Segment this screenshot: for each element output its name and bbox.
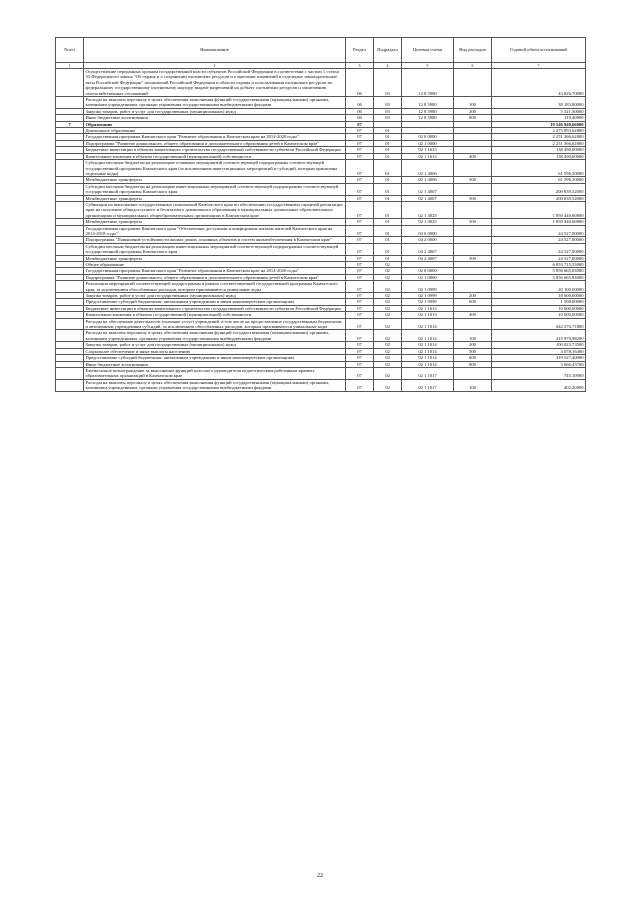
header-csr: Целевая статья — [402, 38, 454, 63]
row-subsection: 02 — [374, 355, 402, 361]
row-vr — [454, 183, 492, 195]
row-number — [56, 183, 84, 195]
row-subsection: 01 — [374, 183, 402, 195]
row-name: Расходы на выплаты персоналу в целях обеспечения выполнения функций государственными (муниципальными) органами, казенными учреждениями, органами управления государственными внебюджетными фондами — [84, 97, 346, 109]
row-name: Расходы на выплаты персоналу в целях обеспечения выполнения функций государственными (муниципальными) органами, казенными учреждениями, органами управления государственными внебюджетными фондами — [84, 379, 346, 391]
row-vr: 100 — [454, 330, 492, 342]
row-vr: 100 — [454, 379, 492, 391]
row-amount: 5 856 665,83000 — [492, 274, 586, 280]
row-amount: 24 527,00000 — [492, 243, 586, 255]
row-name: Подпрограмма "Развитие дошкольного, общего образования и дополнительного образования детей в Камчатском крае" — [84, 140, 346, 146]
table-row — [56, 330, 586, 342]
row-subsection: 02 — [374, 312, 402, 318]
row-section: 07 — [346, 330, 374, 342]
row-vr: 200 — [454, 108, 492, 114]
row-subsection: 01 — [374, 237, 402, 243]
row-amount: 61 596,50000 — [492, 177, 586, 183]
row-csr: 02 1 1017 — [402, 367, 454, 379]
row-number — [56, 367, 84, 379]
row-subsection: 02 — [374, 379, 402, 391]
row-csr: 02 0 0000 — [402, 268, 454, 274]
row-name: Расходы на обеспечение деятельности (оказание услуг) учреждений, в том числе на предоставление государственным бюджетным и автономным учреждениям субсидий, за исключением обособленных расходов, которым присваиваются уникальные коды — [84, 318, 346, 330]
row-section: 06 — [346, 108, 374, 114]
row-section: 07 — [346, 299, 374, 305]
table-body — [56, 69, 586, 392]
row-subsection: 01 — [374, 128, 402, 134]
row-section: 07 — [346, 318, 374, 330]
row-subsection: 02 — [374, 305, 402, 311]
row-name: Бюджетные инвестиции в объекты капитального строительства государственной собственности субъектов Российской Федерации — [84, 147, 346, 153]
row-section: 07 — [346, 140, 374, 146]
row-name: Межбюджетные трансферты — [84, 255, 346, 261]
row-section: 06 — [346, 69, 374, 97]
row-amount: 5 856 665,83000 — [492, 268, 586, 274]
row-csr: 12 8 5980 — [402, 97, 454, 109]
row-amount: 2 251 366,62800 — [492, 140, 586, 146]
row-subsection: 02 — [374, 342, 402, 348]
row-vr: 300 — [454, 348, 492, 354]
table-row — [56, 97, 586, 109]
row-csr: 02 1 0999 — [402, 281, 454, 293]
row-csr: 02 0 0000 — [402, 134, 454, 140]
row-subsection: 02 — [374, 318, 402, 330]
column-number: 5 — [402, 63, 454, 69]
row-name: Реализация мероприятий соответствующей подпрограммы в рамках соответствующей государственной программы Камчатского края, за исключением обособленных расходов, которым присваиваются уникальные коды — [84, 281, 346, 293]
row-amount: 100 023,73500 — [492, 342, 586, 348]
row-csr: 02 1 0999 — [402, 299, 454, 305]
row-name: Межбюджетные трансферты — [84, 195, 346, 201]
row-vr: 800 — [454, 115, 492, 121]
row-name: Закупка товаров, работ и услуг для государственных (муниципальных) нужд — [84, 342, 346, 348]
row-vr: 100 — [454, 97, 492, 109]
row-amount: 2 275 893,62800 — [492, 128, 586, 134]
row-amount: 319 527,40000 — [492, 355, 586, 361]
row-subsection: 03 — [374, 97, 402, 109]
row-amount: 6 053 715,53000 — [492, 262, 586, 268]
row-name: Образование — [84, 121, 346, 127]
row-section: 07 — [346, 348, 374, 354]
table-row — [56, 318, 586, 330]
table-row — [56, 379, 586, 391]
column-number: 2 — [84, 63, 346, 69]
row-amount: 38 183,80000 — [492, 97, 586, 109]
row-section: 07 — [346, 379, 374, 391]
row-section: 07 — [346, 153, 374, 159]
row-vr: 500 — [454, 195, 492, 201]
row-vr — [454, 69, 492, 97]
row-csr: 02 1 1014 — [402, 348, 454, 354]
row-number — [56, 97, 84, 109]
table-row — [56, 225, 586, 237]
row-vr — [454, 318, 492, 330]
row-subsection: 02 — [374, 299, 402, 305]
row-vr — [454, 367, 492, 379]
row-section: 07 — [346, 147, 374, 153]
column-number: 3 — [346, 63, 374, 69]
row-section: 07 — [346, 177, 374, 183]
row-number — [56, 318, 84, 330]
row-number — [56, 379, 84, 391]
row-subsection: 03 — [374, 115, 402, 121]
row-name: Закупка товаров, работ и услуг для государственных (муниципальных) нужд — [84, 293, 346, 299]
row-name: Субсидии местным бюджетам на реализацию инвестиционных мероприятий соответствующей подпрограммы соответствующей государственной программы Камчатского края — [84, 243, 346, 255]
row-csr: 02 1 1014 — [402, 342, 454, 348]
row-name: Предоставление субсидий бюджетным, автономным учреждениям и иным некоммерческим организациям — [84, 355, 346, 361]
row-section: 07 — [346, 219, 374, 225]
row-name: Межбюджетные трансферты — [84, 219, 346, 225]
row-amount: 138 490,00000 — [492, 147, 586, 153]
header-subsection: Подраздел — [374, 38, 402, 63]
row-csr: 12 8 5980 — [402, 69, 454, 97]
row-amount: 10 000,00000 — [492, 312, 586, 318]
row-csr: 12 8 5980 — [402, 108, 454, 114]
row-amount: 1 850 440,60800 — [492, 219, 586, 225]
row-csr: 02 1 1613 — [402, 147, 454, 153]
row-section: 07 — [346, 201, 374, 218]
row-section: 07 — [346, 128, 374, 134]
row-number — [56, 281, 84, 293]
row-subsection: 02 — [374, 262, 402, 268]
row-subsection: 03 — [374, 108, 402, 114]
row-vr: 600 — [454, 355, 492, 361]
row-name: Межбюджетные трансферты — [84, 177, 346, 183]
table-row — [56, 243, 586, 255]
table-row — [56, 201, 586, 218]
row-amount: 20 100,00000 — [492, 281, 586, 293]
row-subsection: 02 — [374, 330, 402, 342]
row-number — [56, 243, 84, 255]
row-amount: 402,20000 — [492, 379, 586, 391]
header-amount: Годовой объем ассигнований — [492, 38, 586, 63]
row-csr: 02 1 4025 — [402, 219, 454, 225]
row-vr: 400 — [454, 153, 492, 159]
row-section: 07 — [346, 134, 374, 140]
row-csr: 02 1 1014 — [402, 361, 454, 367]
row-csr: 02 1 1613 — [402, 153, 454, 159]
row-name: Социальное обеспечение и иные выплаты населению — [84, 348, 346, 354]
table-row — [56, 69, 586, 97]
row-section: 07 — [346, 237, 374, 243]
row-csr: 12 8 5980 — [402, 115, 454, 121]
row-amount: 3 666,43700 — [492, 361, 586, 367]
row-section: 06 — [346, 97, 374, 109]
row-vr: 200 — [454, 293, 492, 299]
row-name: Субвенции на выполнение государственных полномочий Камчатского края по обеспечению государственных гарантий реализации прав на получение общедоступного и бесплатного дошкольного образования в муниципальных дошкольных образовательных организациях и муниципальных общеобразовательных организациях в Камчатском крае — [84, 201, 346, 218]
row-vr: 400 — [454, 312, 492, 318]
row-section: 07 — [346, 367, 374, 379]
row-vr — [454, 160, 492, 177]
row-amount: 215 979,98200 — [492, 330, 586, 342]
row-number — [56, 330, 84, 342]
row-subsection: 01 — [374, 177, 402, 183]
row-amount: 24 527,00000 — [492, 255, 586, 261]
row-number — [56, 69, 84, 97]
row-subsection: 01 — [374, 195, 402, 201]
header-section: Раздел — [346, 38, 374, 63]
row-vr: 500 — [454, 255, 492, 261]
row-section: 07 — [346, 355, 374, 361]
row-subsection: 03 — [374, 69, 402, 97]
row-amount: 200 839,52000 — [492, 195, 586, 201]
row-amount: 18 600,00000 — [492, 293, 586, 299]
row-subsection: 02 — [374, 367, 402, 379]
row-csr: 02 1 1017 — [402, 379, 454, 391]
row-name: Общее образование — [84, 262, 346, 268]
row-subsection: 01 — [374, 219, 402, 225]
row-name: Подпрограмма "Развитие дошкольного, общего образования и дополнительного образования детей в Камчатском крае" — [84, 274, 346, 280]
row-vr — [454, 281, 492, 293]
row-subsection: 02 — [374, 361, 402, 367]
row-vr: 200 — [454, 342, 492, 348]
row-subsection: 01 — [374, 147, 402, 153]
row-subsection: 01 — [374, 201, 402, 218]
row-section: 07 — [346, 262, 374, 268]
row-subsection: 02 — [374, 281, 402, 293]
row-amount: 642 276,71800 — [492, 318, 586, 330]
row-csr: 02 1 1613 — [402, 305, 454, 311]
row-section: 07 — [346, 255, 374, 261]
table-header — [56, 38, 586, 69]
row-section: 07 — [346, 225, 374, 237]
row-section: 07 — [346, 195, 374, 201]
row-amount: 24 527,00000 — [492, 237, 586, 243]
row-section: 07 — [346, 281, 374, 293]
row-name: Осуществление переданных органам государственной власти субъектов Российской Федерации в соответствии с частью 1 статьи 33 Федерального закона "Об охране и о сохранении охотничьих ресурсов и о внесении изменений в отдельные законодательные акты Российской Федерации" полномочий Российской Федерации в области охраны и использования охотничьих ресурсов по федеральному государственному охотничьему надзору, выдаче разрешений на добычу охотничьих ресурсов и заключению охотхозяйственных соглашений — [84, 69, 346, 97]
row-vr: 600 — [454, 299, 492, 305]
row-number — [56, 160, 84, 177]
row-name: Капитальные вложения в объекты государственной (муниципальной) собственности — [84, 312, 346, 318]
row-vr — [454, 225, 492, 237]
row-name: Иные бюджетные ассигнования — [84, 115, 346, 121]
row-vr — [454, 243, 492, 255]
row-amount: 43 826,70000 — [492, 69, 586, 97]
column-number: 1 — [56, 63, 84, 69]
page-number: 22 — [317, 873, 323, 879]
row-csr: 02 1 0000 — [402, 274, 454, 280]
row-csr: 02 1 0999 — [402, 293, 454, 299]
row-csr: 02 1 4007 — [402, 183, 454, 195]
row-name: Государственная программа Камчатского края "Развитие образования в Камчатском крае на 2014-2020 годы" — [84, 268, 346, 274]
row-vr: 500 — [454, 219, 492, 225]
row-csr: 02 1 4006 — [402, 177, 454, 183]
row-name: Расходы на выплаты персоналу в целях обеспечения выполнения функций государственными (муниципальными) органами, казенными учреждениями, органами управления государственными внебюджетными фондами — [84, 330, 346, 342]
column-number: 4 — [374, 63, 402, 69]
table-row — [56, 281, 586, 293]
row-csr: 02 1 1014 — [402, 330, 454, 342]
row-section: 07 — [346, 305, 374, 311]
row-csr: 02 1 1613 — [402, 312, 454, 318]
row-section: 07 — [346, 183, 374, 195]
row-section: 07 — [346, 293, 374, 299]
row-section: 06 — [346, 115, 374, 121]
row-amount: 3 078,16400 — [492, 348, 586, 354]
row-csr: 04 2 4007 — [402, 255, 454, 261]
row-name: Государственная программа Камчатского края "Развитие образования в Камчатском крае на 2014-2020 годы" — [84, 134, 346, 140]
row-name: Предоставление субсидий бюджетным, автономным учреждениям и иным некоммерческим организациям — [84, 299, 346, 305]
row-csr: 02 1 4006 — [402, 160, 454, 177]
row-name: Иные бюджетные ассигнования — [84, 361, 346, 367]
row-section: 07 — [346, 160, 374, 177]
row-section: 07 — [346, 274, 374, 280]
row-amount: 5 521,50000 — [492, 108, 586, 114]
row-csr: 04 2 4007 — [402, 243, 454, 255]
row-name: Дошкольное образование — [84, 128, 346, 134]
row-csr: 02 1 4025 — [402, 201, 454, 218]
row-vr: 800 — [454, 361, 492, 367]
row-amount: 24 527,00000 — [492, 225, 586, 237]
row-section: 07 — [346, 312, 374, 318]
row-csr: 02 1 1014 — [402, 355, 454, 361]
row-csr: 02 1 0000 — [402, 140, 454, 146]
header-no: №п/п — [56, 38, 84, 63]
row-subsection: 02 — [374, 268, 402, 274]
row-vr — [454, 201, 492, 218]
table-row — [56, 160, 586, 177]
row-csr: 02 1 1014 — [402, 318, 454, 330]
row-amount: 61 596,50000 — [492, 160, 586, 177]
row-csr: 04 2 0000 — [402, 237, 454, 243]
row-section: 07 — [346, 342, 374, 348]
row-amount: 119,40000 — [492, 115, 586, 121]
row-subsection: 01 — [374, 140, 402, 146]
header-name: Наименование — [84, 38, 346, 63]
row-subsection: 02 — [374, 348, 402, 354]
header-vr: Вид расходов — [454, 38, 492, 63]
row-csr: 04 0 0000 — [402, 225, 454, 237]
row-amount: 1 500,00000 — [492, 299, 586, 305]
row-subsection: 01 — [374, 153, 402, 159]
row-subsection: 02 — [374, 293, 402, 299]
row-amount: 1 850 440,60800 — [492, 201, 586, 218]
row-number — [56, 225, 84, 237]
row-number: 7 — [56, 121, 84, 127]
row-section: 07 — [346, 121, 374, 127]
column-number: 6 — [454, 63, 492, 69]
row-name: Государственная программа Камчатского края "Обеспечение доступным и комфортным жильем жителей Камчатского края на 2014-2018 годы" — [84, 225, 346, 237]
row-amount: 745,10000 — [492, 367, 586, 379]
row-subsection: 01 — [374, 255, 402, 261]
table-row — [56, 183, 586, 195]
row-csr: 02 1 4007 — [402, 195, 454, 201]
row-amount: 138 490,00000 — [492, 153, 586, 159]
row-name: Закупка товаров, работ и услуг для государственных (муниципальных) нужд — [84, 108, 346, 114]
row-section: 07 — [346, 268, 374, 274]
row-section: 07 — [346, 361, 374, 367]
row-name: Субсидии местным бюджетам на реализацию основных мероприятий соответствующей подпрограммы соответствующей государственной программы Камчатского края (за исключением инвестиционных мероприятий и субсидий, которым присвоены отдельные коды) — [84, 160, 346, 177]
row-name: Субсидии местным бюджетам на реализацию инвестиционных мероприятий соответствующей подпрограммы соответствующей государственной программы Камчатского края — [84, 183, 346, 195]
row-amount: 10 000,00000 — [492, 305, 586, 311]
row-amount: 10 546 940,66000 — [492, 121, 586, 127]
row-subsection: 02 — [374, 274, 402, 280]
row-amount: 2 251 366,62800 — [492, 134, 586, 140]
row-amount: 200 839,52000 — [492, 183, 586, 195]
row-name: Ежемесячное вознаграждение за выполнение функций классного руководителя педагогическим работникам краевых образовательных организаций в Камчатском крае — [84, 367, 346, 379]
table-row — [56, 367, 586, 379]
row-name: Бюджетные инвестиции в объекты капитального строительства государственной собственности субъектов Российской Федерации — [84, 305, 346, 311]
row-subsection: 01 — [374, 160, 402, 177]
row-name: Капитальные вложения в объекты государственной (муниципальной) собственности — [84, 153, 346, 159]
row-number — [56, 201, 84, 218]
budget-table — [55, 37, 586, 392]
row-subsection: 01 — [374, 243, 402, 255]
column-number: 7 — [492, 63, 586, 69]
row-subsection: 01 — [374, 134, 402, 140]
row-name: Подпрограмма "Повышение устойчивости жилых домов, основных объектов и систем жизнеобеспечения в Камчатском крае" — [84, 237, 346, 243]
row-vr: 500 — [454, 177, 492, 183]
row-subsection: 01 — [374, 225, 402, 237]
row-section: 07 — [346, 243, 374, 255]
